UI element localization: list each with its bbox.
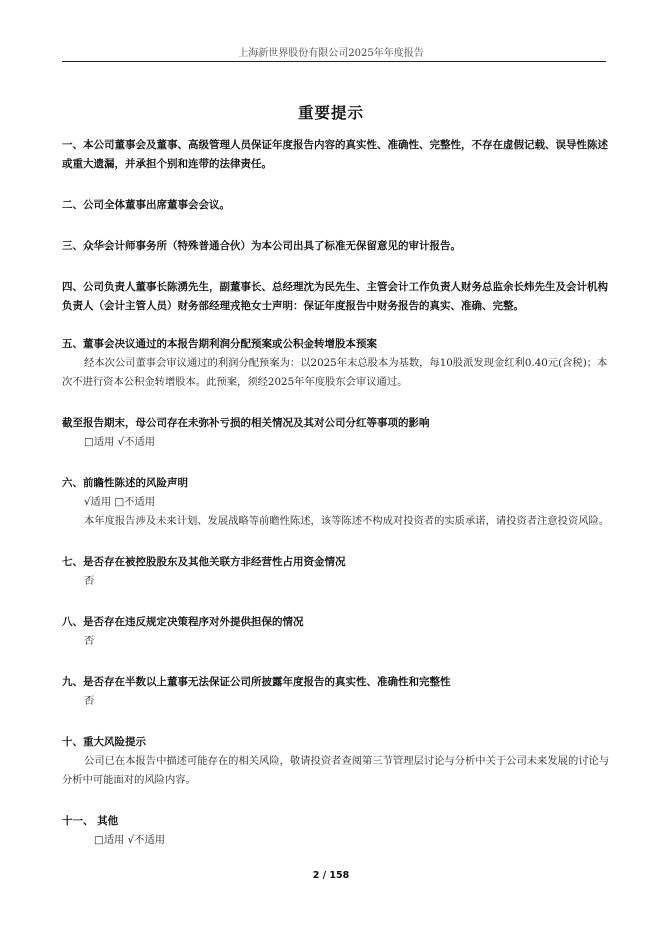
document-body [62,136,610,850]
section-8-answer: 否 [84,635,95,647]
section-6-heading: 六、前瞻性陈述的风险声明 [62,477,188,489]
loss-heading: 截至报告期末，母公司存在未弥补亏损的相关情况及其对公司分红等事项的影响 [62,417,430,429]
page-number: 2 / 158 [312,870,350,881]
running-header: 上海新世界股份有限公司2025年年度报告 [238,48,424,59]
loss-applicability: □适用 √不适用 [84,436,156,448]
section-6-applicability: √适用 □不适用 [84,496,156,508]
section-10-heading: 十、重大风险提示 [62,736,146,748]
section-4: 四、公司负责人董事长陈湧先生，副董事长、总经理沈为民先生、主管会计工作负责人财务总监余长炜先生及会计机构负责人（会计主管人员）财务部经理戎艳女士声明：保证年度报告中财务报告的真实、准确、完整。 [62,281,608,312]
section-3: 三、众华会计师事务所（特殊普通合伙）为本公司出具了标准无保留意见的审计报告。 [62,240,461,252]
section-2: 二、公司全体董事出席董事会会议。 [62,199,230,211]
section-1: 一、本公司董事会及董事、高级管理人员保证年度报告内容的真实性、准确性、完整性，不存在虚假记载、误导性陈述或重大遗漏，并承担个别和连带的法律责任。 [62,139,608,170]
section-10-body: 公司已在本报告中描述可能存在的相关风险，敬请投资者查阅第三节管理层讨论与分析中关于公司未来发展的讨论与分析中可能面对的风险内容。 [62,755,610,786]
header-divider [62,61,606,62]
section-7-heading: 七、是否存在被控股股东及其他关联方非经营性占用资金情况 [62,556,346,568]
page-title: 重要提示 [297,104,364,122]
section-5-heading: 五、董事会决议通过的本报告期利润分配预案或公积金转增股本预案 [62,338,377,350]
section-5-body: 经本次公司董事会审议通过的利润分配预案为：以2025年末总股本为基数，每10股派发现金红利0.40元(含税)；本次不进行资本公积金转增股本。此预案，须经2025年年度股东会审议通过。 [62,357,608,388]
section-9-answer: 否 [84,695,95,707]
section-11-heading: 十一、 其他 [62,815,119,827]
section-6-body: 本年度报告涉及未来计划、发展战略等前瞻性陈述，该等陈述不构成对投资者的实质承诺，请投资者注意投资风险。 [84,515,610,527]
section-8-heading: 八、是否存在违反规定决策程序对外提供担保的情况 [62,616,304,628]
section-7-answer: 否 [84,575,95,587]
section-11-applicability: □适用 √不适用 [94,834,166,846]
section-9-heading: 九、是否存在半数以上董事无法保证公司所披露年度报告的真实性、准确性和完整性 [62,676,451,688]
